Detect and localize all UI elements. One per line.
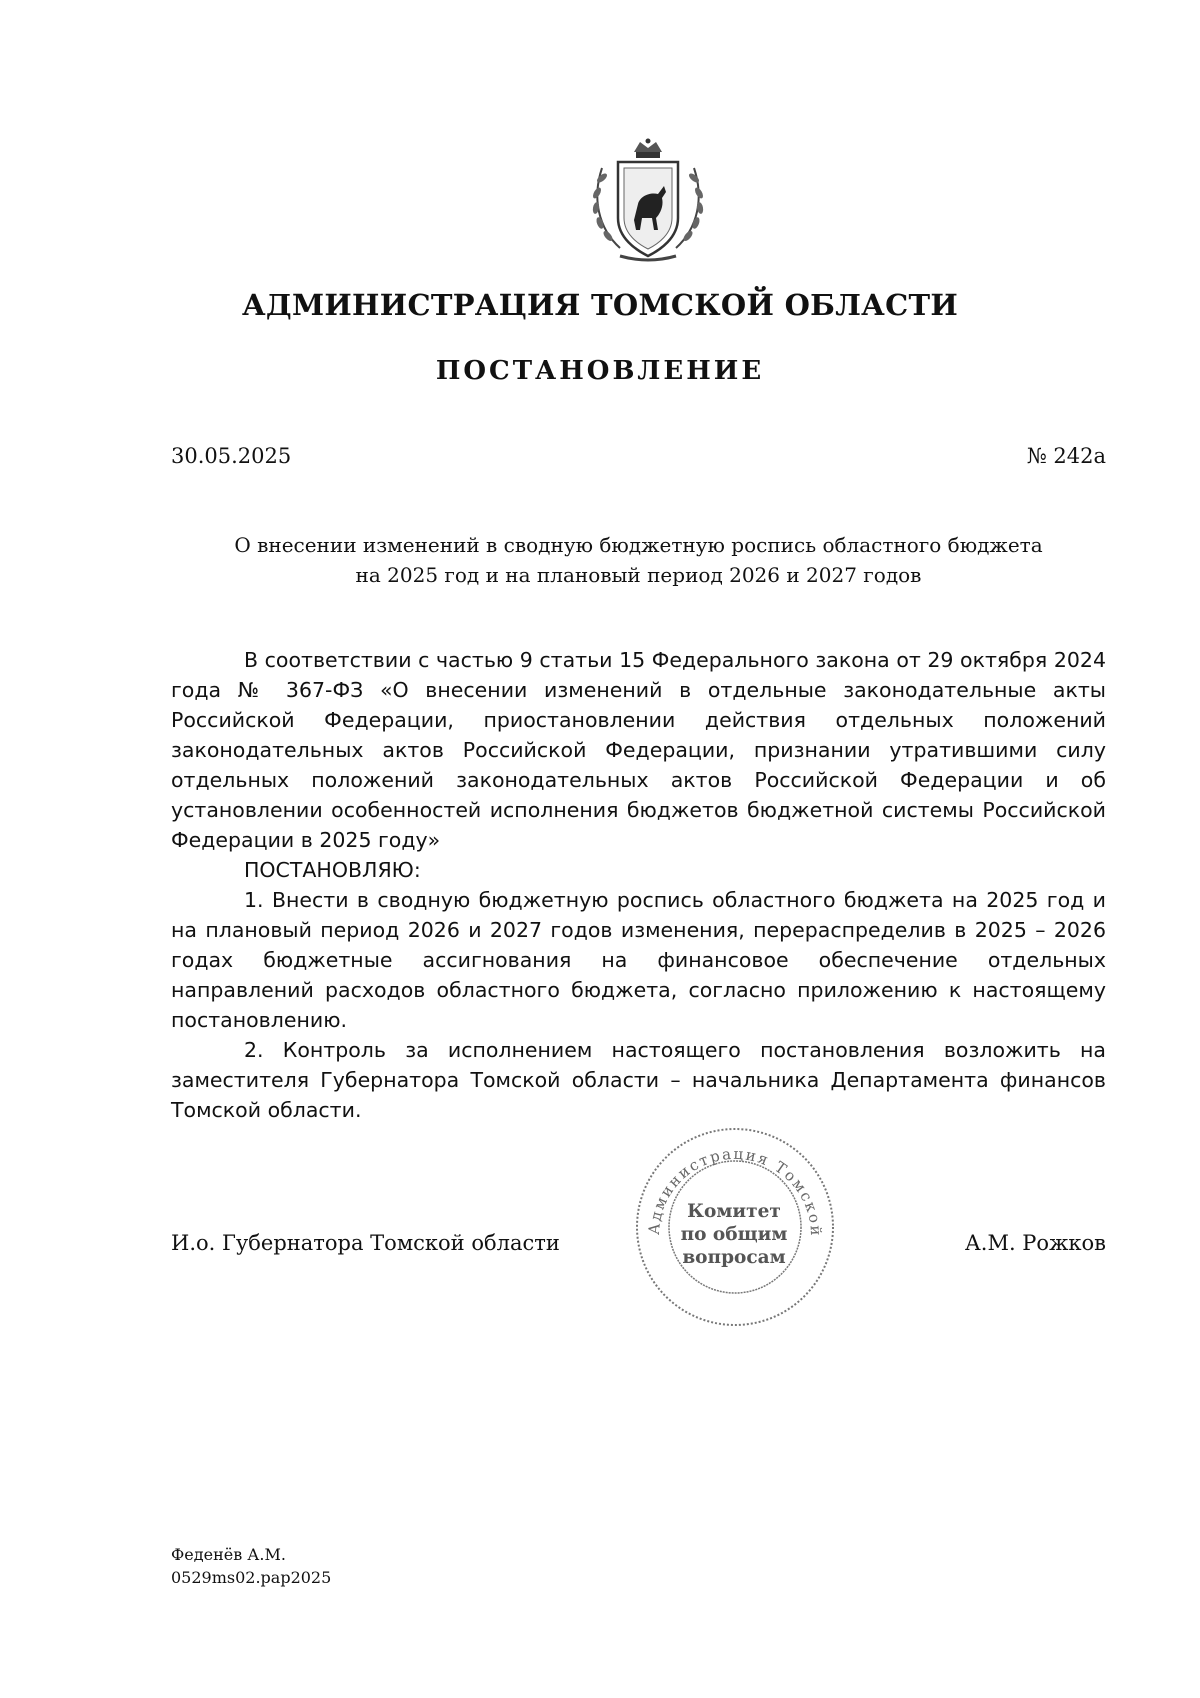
subject-line-1: О внесении изменений в сводную бюджетную роспись областного бюджета — [234, 533, 1043, 557]
preamble-paragraph: В соответствии с частью 9 статьи 15 Федерального закона от 29 октября 2024 года № 367-ФЗ «О внесении изменений в отдельные законодательные акты Российской Федерации, приостановлении действия отдельных положений законодательных актов Российской Федерации, признании утратившими силу отдельных положений законодательных актов Российской Федерации и об установлении особенностей исполнения бюджетов бюджетной системы Российской Федерации в 2025 году» — [171, 648, 1106, 852]
signatory-position: И.о. Губернатора Томской области — [171, 1231, 560, 1255]
organization-title: АДМИНИСТРАЦИЯ ТОМСКОЙ ОБЛАСТИ — [241, 288, 959, 322]
stamp-center-text — [629, 1200, 839, 1269]
stamp-ring-text: Администрация Томской — [644, 1144, 826, 1238]
subject-line-2: на 2025 год и на плановый период 2026 и 2027 годов — [355, 563, 922, 587]
coat-of-arms-icon — [580, 138, 716, 265]
stamp-line-1: Комитет — [687, 1201, 781, 1222]
file-code: 0529ms02.pap2025 — [171, 1568, 332, 1587]
decree-word: ПОСТАНОВЛЯЮ: — [244, 858, 421, 882]
coat-of-arms-emblem — [580, 138, 716, 265]
item-1-paragraph: 1. Внести в сводную бюджетную роспись областного бюджета на 2025 год и на плановый период 2026 и 2027 годов изменения, перераспределив в 2025 – 2026 годах бюджетные ассигнования на финансовое обеспечение отдельных направлений расходов областного бюджета, согласно приложению к настоящему постановлению. — [171, 888, 1106, 1032]
stamp-line-3: вопросам — [682, 1247, 786, 1268]
document-date: 30.05.2025 — [171, 444, 292, 468]
item-2-paragraph: 2. Контроль за исполнением настоящего постановления возложить на заместителя Губернатора Томской области – начальника Департамента финансов Томской области. — [171, 1038, 1106, 1122]
official-stamp — [629, 1123, 839, 1327]
document-type-title: ПОСТАНОВЛЕНИЕ — [435, 356, 765, 386]
stamp-line-2: по общим — [680, 1224, 788, 1245]
signatory-name: А.М. Рожков — [964, 1231, 1106, 1255]
document-subject — [171, 530, 1106, 590]
executor-name: Феденёв А.М. — [171, 1545, 286, 1564]
document-body — [171, 645, 1106, 1125]
footer-block — [171, 1543, 331, 1589]
document-number: № 242а — [1026, 444, 1106, 468]
